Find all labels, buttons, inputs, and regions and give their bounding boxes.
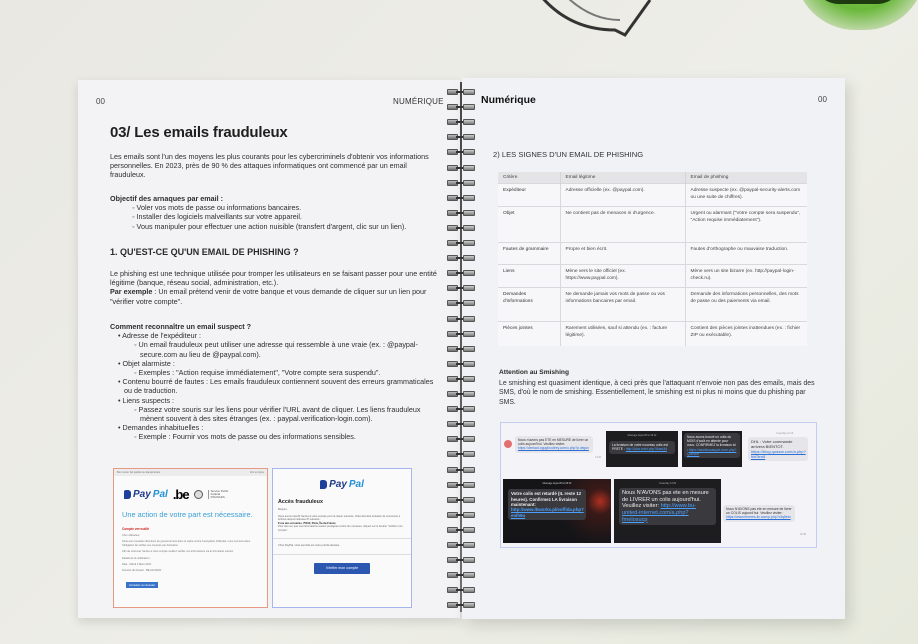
table-cell: Mène vers le site officiel (ex. https://www.paypal.com). <box>560 265 685 288</box>
phishing-signs-table <box>498 172 807 346</box>
sms-screenshot: Message Aujourd'hui 08:20 Votre colis est retardé (IL reste 12 heures). Confirmez LA livraison maintenant: http://www.lbworks.pl/eoffida.php?eolh9u <box>503 479 611 543</box>
spiral-coil <box>447 209 475 217</box>
recognize-item: • Demandes inhabituelles : <box>118 423 204 433</box>
smishing-heading: Attention au Smishing <box>499 369 569 376</box>
recognize-item: • Adresse de l'expéditeur : <box>118 331 202 341</box>
email-line: Suite aux nouvelles directives du gouvernement dans le cadre contre l'usurpation d'identité, nous sommes dans l'obligation de vérifier vos comptes par Activation. <box>122 540 251 547</box>
sms-examples-collage <box>500 422 817 548</box>
section2-heading: 2) LES SIGNES D'UN EMAIL DE PHISHING <box>493 150 644 159</box>
objectives-block <box>110 194 445 231</box>
recognize-subitem: ◦ Exemple : Fournir vos mots de passe ou des informations sensibles. <box>134 432 356 442</box>
paypal-logo: Pay Pal <box>124 489 168 500</box>
spiral-coil <box>447 88 475 96</box>
table-cell: Urgent ou alarmant ("Votre compte sera suspendu", "Action requise immédiatement"). <box>685 207 807 243</box>
email-greeting: Bonjour, <box>278 508 288 511</box>
email-alert-label: Compte verrouillé <box>122 527 150 531</box>
table-cell: Demande des informations personnelles, des mots de passe ou des paiements via email. <box>685 288 807 322</box>
email-footer: Chez PayPal, votre sécurité est notre priorité absolue. <box>278 544 340 547</box>
spiral-coil <box>447 269 475 277</box>
table-cell: Mène vers un site bizarre (ex. http://paypal-login-check.ru). <box>685 265 807 288</box>
table-cell: Adresse suspecte (ex. @paypal-security-alerts.com ou une suite de chiffres). <box>685 184 807 207</box>
spiral-coil <box>447 390 475 398</box>
green-cup <box>795 0 918 30</box>
table-row <box>498 184 807 207</box>
right-page-number: 00 <box>818 95 827 104</box>
spiral-coil <box>447 450 475 458</box>
sms-timestamp: Yesterday 12:16 <box>776 432 794 435</box>
recognize-subitem: ◦ Passez votre souris sur les liens pour vérifier l'URL avant de cliquer. Les liens frauduleux mènent souvent à des sites étranges (ex. : paypal.verification-login.com). <box>134 404 421 424</box>
smishing-paragraph: Le smishing est quasiment identique, à ceci près que l'attaquant n'envoie non pas des emails, mais des SMS, d'où le nom de smishing. Essentiellement, le smishing est ni plus ni moins que du phishing par SMS. <box>499 380 815 406</box>
spiral-coil <box>447 239 475 247</box>
table-cell: Fautes de grammaire <box>498 243 560 265</box>
table-header-row <box>498 172 807 184</box>
spiral-binding <box>447 82 475 612</box>
table-row <box>498 288 807 322</box>
email-line: Numéro de dossier : BE-03-94321 <box>122 569 162 573</box>
divider <box>273 554 411 555</box>
table-row <box>498 265 807 288</box>
objective-item: ◦ Voler vos mots de passe ou informations bancaires. <box>132 203 302 213</box>
spiral-coil <box>447 133 475 141</box>
spiral-coil <box>447 601 475 609</box>
phishing-email-example-1 <box>113 468 268 608</box>
access-file-button: Accédez au dossier <box>126 582 158 588</box>
spiral-coil <box>447 315 475 323</box>
sms-screenshot: Message Aujourd'hui 16:12 La livraison de votre nouveau colis est PRETE : http://blos.mxio.php?8aex3d <box>606 431 678 467</box>
table-cell: Ne contient pas de menaces ni d'urgence. <box>560 207 685 243</box>
spiral-coil <box>447 375 475 383</box>
table-cell: Rarement utilisées, sauf si attendu (ex. : facture légitime). <box>560 322 685 346</box>
table-cell: Objet <box>498 207 560 243</box>
table-cell: Liens <box>498 265 560 288</box>
section1-heading: 1. QU'EST-CE QU'UN EMAIL DE PHISHING ? <box>110 247 299 257</box>
spiral-coil <box>447 330 475 338</box>
email-body: Nous avons interdit l'accès à votre compte pour la raison suivante. Votre dernière tentative de connexion a échoué depuis l'adresse IP suivante : 8 rue des corsaires, 75100, Paris, Île-de-France Pour être sur que vos informations restent protégées contre les menaces, cliquez sur le bouton "Vérifier mon compte" <box>278 514 403 532</box>
column-header: Critère <box>498 172 560 184</box>
right-running-head: Numérique <box>481 94 536 106</box>
sender-avatar <box>504 440 512 448</box>
objectives-heading: Objectif des arnaques par email : <box>110 194 224 203</box>
sms-timestamp: 22:48 <box>800 533 806 536</box>
spiral-coil <box>447 345 475 353</box>
table-cell: Expéditeur <box>498 184 560 207</box>
table-cell: Contient des pièces jointes inattendues (ex. : fichier ZIP ou exécutable). <box>685 322 807 346</box>
spiral-coil <box>447 541 475 549</box>
recognize-item: • Objet alarmiste : <box>118 358 175 368</box>
spiral-coil <box>447 194 475 202</box>
table-cell: Ne demande jamais vos mots de passe ou vos informations bancaires par email. <box>560 288 685 322</box>
left-page-number: 00 <box>96 97 105 106</box>
spiral-coil <box>447 148 475 156</box>
verify-account-button: Vérifier mon compte <box>314 563 370 574</box>
paypal-logo: Pay Pal <box>320 479 364 490</box>
example-label: Par exemple <box>110 287 153 297</box>
sms-timestamp: 14:32 <box>595 456 601 459</box>
column-header: Email légitime <box>560 172 685 184</box>
phishing-email-example-2 <box>272 468 412 608</box>
sms-message: Nous n'avons pas ETE en MESURE de livrer un colis aujourd'hui. Veuillez visiter: https://dertood.agugfoodtrey.com/o.php?p.degox <box>515 436 593 453</box>
spiral-coil <box>447 556 475 564</box>
table-cell: Adresse officielle (ex. @paypal.com). <box>560 184 685 207</box>
spiral-coil <box>447 405 475 413</box>
be-logo: .be <box>172 487 189 502</box>
spiral-coil <box>447 254 475 262</box>
section1-paragraph: Le phishing est une technique utilisée pour tromper les utilisateurs en se faisant passer pour une entité légitime (banque, réseau social, administration, etc.). Par exemple : Un email prétend venir de votre banque et vous demande de cliquer sur un lien pour "vérifier votre compte". <box>110 269 437 306</box>
spiral-coil <box>447 466 475 474</box>
table-cell: Propre et bien écrit. <box>560 243 685 265</box>
recognize-block <box>110 322 440 442</box>
spiral-coil <box>447 435 475 443</box>
table-cell: Demandes d'informations <box>498 288 560 322</box>
spiral-coil <box>447 284 475 292</box>
recognize-item: • Contenu bourré de fautes : Les emails frauduleux contiennent souvent des erreurs grammaticales ou de traduction. <box>118 377 434 396</box>
recognize-heading: Comment reconnaître un email suspect ? <box>110 322 251 331</box>
email-line: Cher utilisateur, <box>122 534 141 537</box>
sms-screenshot: Yesterday 13:20 Nous N'AVONS pas ete en mesure de LIVRER un colis aujourd'hui. Veuillez visiter: http://www.bu-united-internet.com/a.php?fmelosucp <box>614 479 721 543</box>
eyeglasses-icon <box>540 0 700 50</box>
left-running-head: NUMÉRIQUE <box>393 97 444 106</box>
spiral-coil <box>447 179 475 187</box>
email-preheader: Bon retour fait pardonne daraprontais <box>117 471 161 474</box>
email-line: Afin de retrouver l'accès à votre compte veuillez vérifier vos informations via le formulaire suivant <box>122 550 234 554</box>
spiral-coil <box>447 118 475 126</box>
email-line: Détails de la notification : <box>122 556 151 560</box>
belgium-seal-icon <box>194 490 203 499</box>
email-title: Accès frauduleux <box>278 499 323 505</box>
spiral-coil <box>447 224 475 232</box>
table-cell: Pièces jointes <box>498 322 560 346</box>
spiral-coil <box>447 586 475 594</box>
spiral-coil <box>447 420 475 428</box>
spiral-coil <box>447 164 475 172</box>
spiral-coil <box>447 496 475 504</box>
sms-message: Nous N'AVONS pas ete en mesure de livrer un COLIS aujourd'hui. Veuillez visiter: https://www.hermes-llc.com/p.php?c3q8eto <box>723 505 795 522</box>
email-line: Date : Mardi 2 Mars 2021 <box>122 563 152 567</box>
spiral-coil <box>447 360 475 368</box>
spiral-coil <box>447 511 475 519</box>
view-online-link: Voir en ligne <box>249 471 264 474</box>
table-row <box>498 322 807 346</box>
table-row <box>498 243 807 265</box>
sms-message: DHL : Votre commande arrivera BIENTOT. https://blog.quasar.com/a.php?hkf3en8 <box>748 437 808 461</box>
spiral-coil <box>447 481 475 489</box>
sms-screenshot: Nous avons trouvé un colis du MOIS d'août en attente pour vous. CONFIRMEZ la livraison ici : https://asortbuoaupat.rcom.php?Q2bueH <box>682 431 742 467</box>
recognize-subitem: ◦ Un email frauduleux peut utiliser une adresse qui ressemble à une vraie (ex. : @paypal-secure.com au lieu de @paypal.com). <box>134 340 418 359</box>
column-header: Email de phishing <box>685 172 807 184</box>
email-headline: Une action de votre part est nécessaire. <box>122 510 253 519</box>
intro-paragraph: Les emails sont l'un des moyens les plus courants pour les cybercriminels d'obtenir vos informations personnelles. En 2023, près de 90 % des attaques informatiques ont commencé par un email frauduleux. <box>110 152 429 180</box>
spiral-coil <box>447 103 475 111</box>
table-cell: Fautes d'orthographe ou mauvaise traduction. <box>685 243 807 265</box>
objective-item: ◦ Vous manipuler pour effectuer une action nuisible (transfert d'argent, clic sur un lien). <box>132 221 407 231</box>
table-row <box>498 207 807 243</box>
page-title: 03/ Les emails frauduleux <box>110 124 288 141</box>
spiral-coil <box>447 526 475 534</box>
spf-finances-label: Service Public Fédéral FINANCES <box>208 490 229 500</box>
spiral-coil <box>447 299 475 307</box>
spiral-coil <box>447 571 475 579</box>
recognize-subitem: ◦ Exemples : "Action requise immédiatement", "Votre compte sera suspendu". <box>134 368 381 378</box>
objective-item: ◦ Installer des logiciels malveillants sur votre appareil. <box>132 212 302 222</box>
recognize-item: • Liens suspects : <box>118 395 175 405</box>
